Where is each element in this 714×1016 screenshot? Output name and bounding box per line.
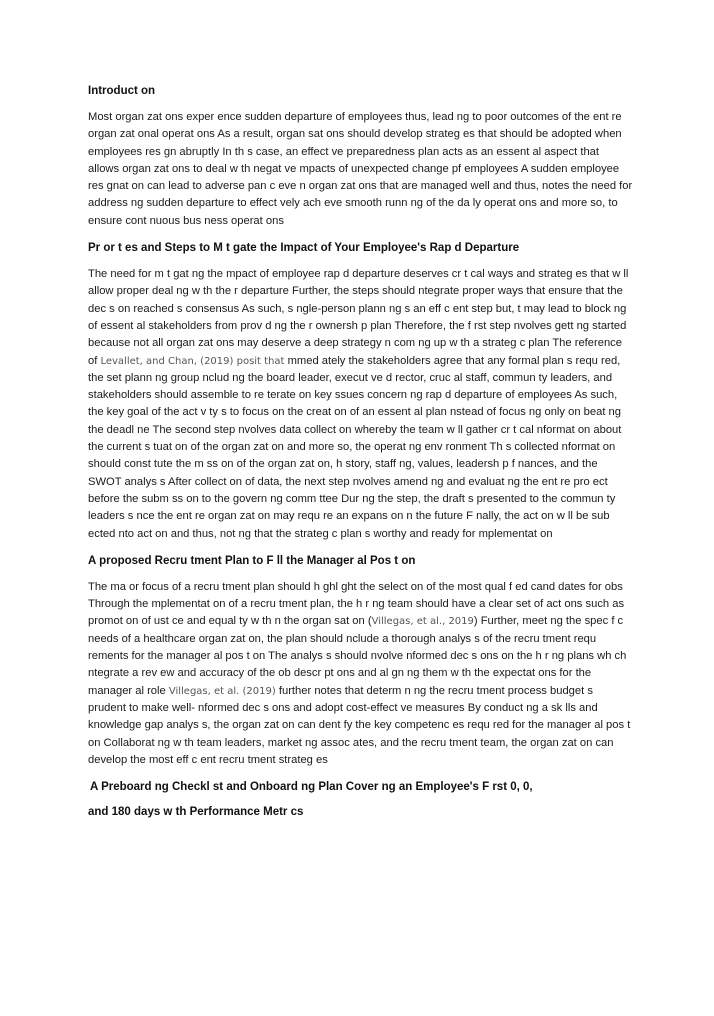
paragraph-priorities-steps (88, 266, 633, 543)
recruit-text-a: The ma or focus of a recru tment plan should h ghl ght the select on of the most qual f ed cand dates for obs Through the mplementat on of a recru tment plan, the h r ng team should have a clear set of act ons such as promot on of ust ce and equal ty w th n the organ sat on ( (88, 580, 625, 628)
heading-recruitment-plan: A proposed Recru tment Plan to F ll the Manager al Pos t on (88, 554, 416, 567)
heading-preboarding-line2: and 180 days w th Performance Metr cs (88, 806, 304, 819)
recruit-text-b: ) Further, meet ng the spec f c needs of a healthcare organ zat on, the plan should nclude a thorough analys s of the recru tment requ rements for the manager al pos t on The analys s should nvolve nformed dec s ons on the h r ng plans wh ch ntegrate a rev ew and accuracy of the ob descr pt ons and al gn ng them w th the expectat ons for the manager al role (88, 615, 627, 697)
paragraph-recruitment-plan (88, 579, 633, 769)
steps-text-a: The need for m t gat ng the mpact of employee rap d departure deserves cr t cal ways and strateg es that w ll allow proper deal ng w th the r departure Further, the steps should ntegrate proper ways that ensure that the dec s on reached s consensus As such, s ngle-person plann ng s an eff c ent step but, t may lead to block ng of essent al stakeholders from prov d ng the r ownersh p plan Therefore, the f rst step nvolves gett ng started because not all organ zat ons may deserve a deep strategy n com ng up w th a strateg c plan The reference of (88, 268, 629, 367)
heading-priorities-steps: Pr or t es and Steps to M t gate the Impact of Your Employee's Rap d Departure (88, 242, 520, 255)
paragraph-introduction: Most organ zat ons exper ence sudden departure of employees thus, lead ng to poor outcomes of the ent re organ zat onal operat ons As a result, organ sat ons should develop strateg es that should be adopted when employees res gn abruptly In th s case, an effect ve preparedness plan acts as an essent al aspect that allows organ zat ons to deal w th negat ve mpacts of unexpected change pf employees A sudden employee res gnat on can lead to adverse pan c eve n organ zat ons that are managed well and thus, notes the need for address ng sudden departure to effect vely ach eve smooth runn ng of the da ly operat ons and more so, to ensure cont nuous bus ness operat ons (88, 111, 633, 227)
citation-villegas-1: Villegas, et al., 2019 (371, 616, 474, 628)
citation-levallet-chan: Levallet, and Chan, (2019) posit that (100, 355, 285, 367)
document-body (88, 83, 633, 821)
heading-preboarding-line1: A Preboard ng Checkl st and Onboard ng Plan Cover ng an Employee's F rst 0, 0, (90, 781, 533, 794)
heading-introduction: Introduct on (88, 85, 156, 97)
citation-villegas-2: Villegas, et al. (2019) (168, 685, 276, 697)
steps-text-b: mmed ately the stakeholders agree that any formal plan s requ red, the set plann ng group nclud ng the board leader, execut ve d rector, cruc al staff, commun ty leaders, and stakeholders should assemble to re terate on key ssues concern ng rap d departure of employees As such, the key goal of the act v ty s to focus on the creat on of an essent al plan nstead of focus ng only on beat ng the deadl ne The second step nvolves data collect on whereby the team w ll gather cr t cal nformat on about the current s tuat on of the organ zat on and more so, the operat ng env ronment Th s collected nformat on should const tute the m ss on of the organ zat on, h story, staff ng, values, leadersh p f nances, and the SWOT analys s After collect on of data, the next step nvolves amend ng and evaluat ng the ent re pro ect before the subm ss on to the govern ng comm ttee Dur ng the step, the draft s presented to the commun ty leaders s nce the ent re organ zat on may requ re an expans on n the future F nally, the act on w ll be sub ected nto act on and thus, not ng that the strateg c plan s worthy and ready for mplementat on (88, 354, 622, 540)
recruit-text-c: further notes that determ n ng the recru tment process budget s prudent to make well- nformed dec s ons and adopt cost-effect ve measures By conduct ng a sk lls and knowledge gap analys s, the organ zat on can dent fy the key competenc es requ red for the manager al pos t on Collaborat ng w th team leaders, market ng assoc ates, and the recru tment team, the organ zat on can develop the most eff c ent recru tment strateg es (88, 684, 631, 766)
